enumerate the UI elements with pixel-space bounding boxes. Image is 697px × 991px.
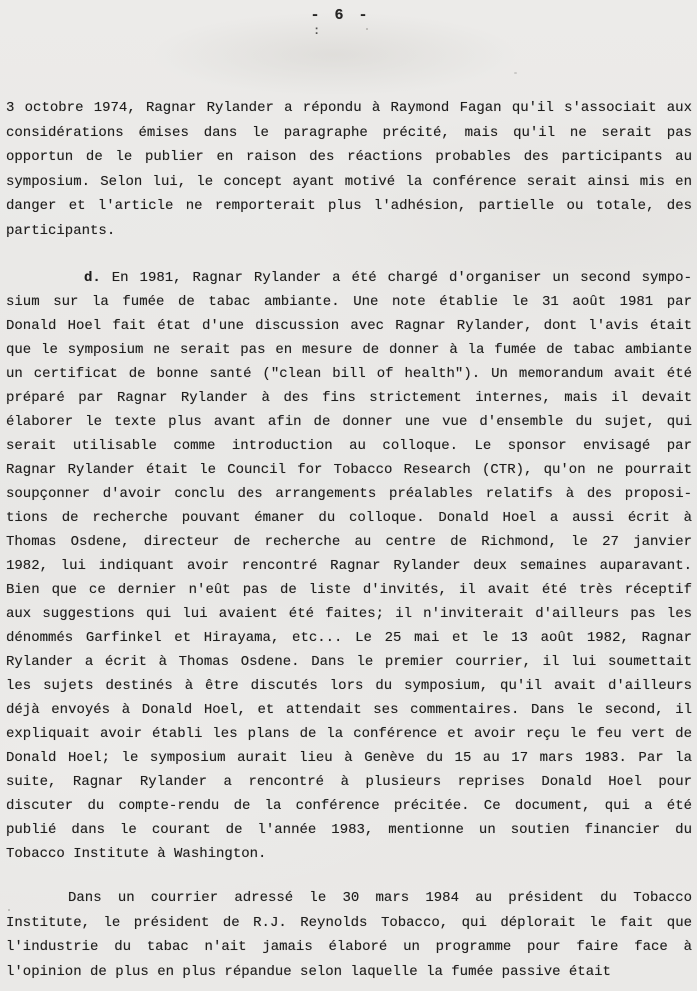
text-line: un certificat de bonne santé ("clean bill of health"). Un memorandum avait été — [6, 366, 692, 382]
ink-smudge-mark: : — [313, 24, 321, 38]
text-line: les sujets destinés à être discutés lors du symposium, qu'il avait d'ailleurs — [6, 678, 692, 694]
text-line: l'opinion de plus en plus répandue selon laquelle la fumée passive était — [6, 963, 611, 980]
text-line: d. En 1981, Ragnar Rylander a été chargé d'organiser un second sympo- — [84, 270, 692, 286]
text-line: considérations émises dans le paragraphe précité, mais qu'il ne serait pas — [6, 124, 692, 141]
text-line: participants. — [6, 222, 116, 239]
text-line: l'industrie du tabac n'ait jamais élaboré un programme pour faire face à — [6, 939, 692, 955]
page-number: - 6 - — [310, 7, 371, 24]
text-line: Institute, le président de R.J. Reynolds Tobacco, qui déplorait le fait que — [6, 914, 692, 931]
text-line: suite, Ragnar Rylander a rencontré à plusieurs reprises Donald Hoel pour — [6, 774, 692, 790]
text-line: Dans un courrier adressé le 30 mars 1984 au président du Tobacco — [68, 890, 692, 906]
text-line: opportun de le publier en raison des réactions probables des participants au — [6, 149, 692, 165]
scan-speck — [366, 28, 368, 30]
text-line: dénommés Garfinkel et Hirayama, etc... Le 25 mai et le 13 août 1982, Ragnar — [6, 630, 692, 646]
text-line: que le symposium ne serait pas en mesure de donner à la fumée de tabac ambiante — [6, 342, 692, 358]
section-label: d. — [84, 270, 101, 286]
paragraph-2 — [6, 266, 692, 866]
text-line: Rylander a écrit à Thomas Osdene. Dans le premier courrier, il lui soumettait — [6, 654, 692, 670]
text-line: déjà envoyés à Donald Hoel, et attendait ses commentaires. Dans le second, il — [6, 702, 692, 718]
text-line: publié dans le courant de l'année 1983, mentionne un soutien financier du — [6, 822, 692, 838]
text-line: Ragnar Rylander était le Council for Tobacco Research (CTR), qu'on ne pourrait — [6, 462, 692, 478]
text-line: Tobacco Institute à Washington. — [6, 846, 267, 862]
text-line: élaborer le texte plus avant afin de donner une vue d'ensemble du sujet, qui — [6, 414, 692, 430]
paragraph-1 — [6, 96, 692, 243]
text-line: préparé par Ragnar Rylander à des fins strictement internes, mais il devait — [6, 390, 692, 406]
text-line: discuter du compte-rendu de la conférence précitée. Ce document, qui a été — [6, 798, 692, 814]
text-line: sium sur la fumée de tabac ambiante. Une note établie le 31 août 1981 par — [6, 294, 692, 310]
text-line: Thomas Osdene, directeur de recherche au centre de Richmond, le 27 janvier — [6, 534, 692, 550]
text-line: Donald Hoel fait état d'une discussion avec Ragnar Rylander, dont l'avis était — [6, 318, 692, 334]
text-line: 3 octobre 1974, Ragnar Rylander a répondu à Raymond Fagan qu'il s'associait aux — [6, 100, 692, 116]
scan-speck — [514, 72, 517, 74]
paragraph-3 — [6, 886, 692, 984]
text-line: symposium. Selon lui, le concept ayant motivé la conférence serait ainsi mis en — [6, 173, 692, 190]
text-line: soupçonner d'avoir conclu des arrangements préalables relatifs à des proposi- — [6, 486, 692, 502]
text-line: aux suggestions qui lui avaient été faites; il n'inviterait d'ailleurs pas les — [6, 606, 692, 622]
text-line: danger et l'article ne remporterait plus l'adhésion, partielle ou totale, des — [6, 198, 692, 214]
text-line: expliquait avoir établi les plans de la conférence et avoir reçu le feu vert de — [6, 726, 692, 742]
text-line: Donald Hoel; le symposium aurait lieu à Genève du 15 au 17 mars 1983. Par la — [6, 750, 692, 766]
text-line: Bien que ce dernier n'eût pas de liste d'invités, il avait été très réceptif — [6, 582, 692, 598]
text-line: serait utilisable comme introduction au colloque. Le sponsor envisagé par — [6, 438, 692, 454]
text-line: 1982, lui indiquant avoir rencontré Ragnar Rylander deux semaines auparavant. — [6, 558, 692, 574]
text-line: tions de recherche pouvant émaner du colloque. Donald Hoel a aussi écrit à — [6, 510, 692, 526]
